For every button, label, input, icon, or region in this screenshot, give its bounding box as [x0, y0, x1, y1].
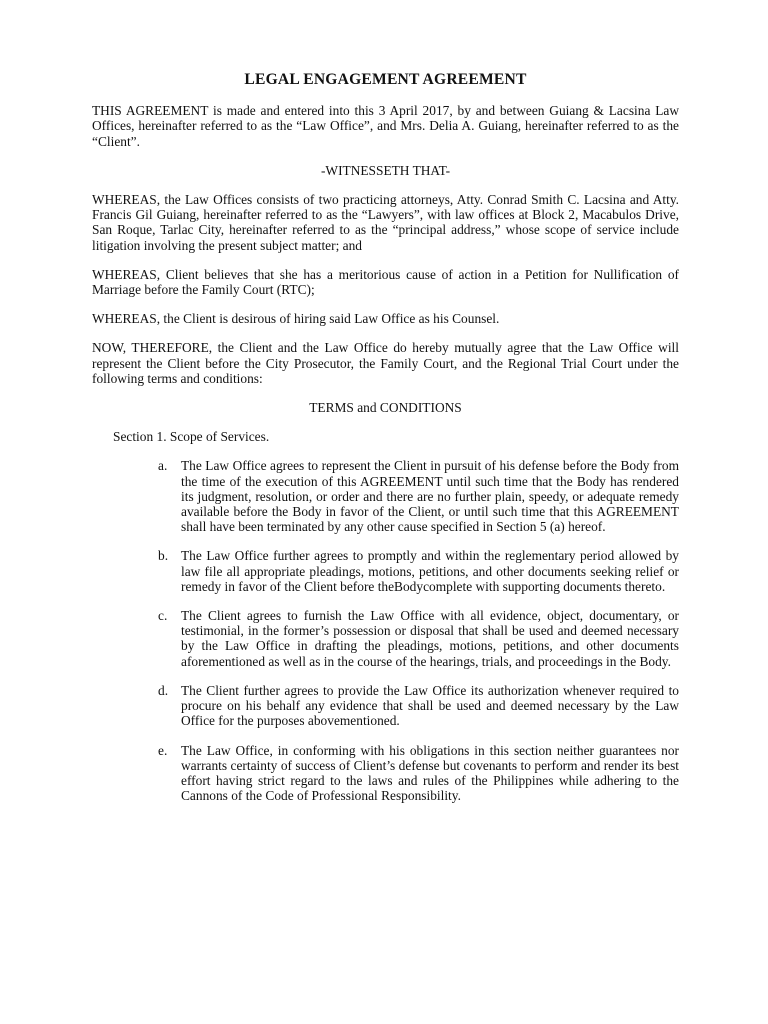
clause-c [92, 608, 679, 669]
clause-marker: a. [158, 458, 168, 474]
clause-text: The Law Office further agrees to promptly and within the reglementary period allowed by law file all appropriate pleadings, motions, petitions, and other documents seeking relief or remedy in favor of the Client before theBodycomplete with supporting documents thereto. [181, 548, 679, 594]
document-page [92, 72, 679, 817]
clause-text: The Client agrees to furnish the Law Office with all evidence, object, documentary, or testimonial, in the former’s possession or disposal that shall be used and deemed necessary by the Law Office in drafting the pleadings, motions, petitions, and other documents aforementioned as well as in the course of the hearings, trials, and proceedings in the Body. [181, 608, 679, 669]
witnesseth-heading: -WITNESSETH THAT- [320, 162, 451, 178]
whereas-paragraph-2: WHEREAS, Client believes that she has a meritorious cause of action in a Petition for Nullification of Marriage before the Family Court (RTC); [92, 266, 679, 298]
section-1-heading: Section 1. Scope of Services. [113, 429, 270, 445]
clause-marker: e. [158, 742, 168, 758]
clause-e [92, 743, 679, 804]
clause-marker: b. [158, 548, 169, 564]
whereas-paragraph-1: WHEREAS, the Law Offices consists of two practicing attorneys, Atty. Conrad Smith C. Lacsina and Atty. Francis Gil Guiang, hereinafter referred to as the “Lawyers”, with law offices at Block 2, Macabulos Drive, San Roque, Tarlac City, hereinafter referred to as the “principal address,” whose scope of service include litigation involving the present subject matter; and [92, 192, 679, 253]
intro-paragraph: THIS AGREEMENT is made and entered into this 3 April 2017, by and between Guiang & Lacsina Law Offices, hereinafter referred to as the “Law Office”, and Mrs. Delia A. Guiang, hereinafter referred to as the “Client”. [92, 103, 679, 149]
document-title: LEGAL ENGAGEMENT AGREEMENT [244, 71, 527, 88]
clause-a [92, 458, 679, 534]
clause-marker: d. [158, 682, 169, 698]
whereas-paragraph-3: WHEREAS, the Client is desirous of hiring said Law Office as his Counsel. [92, 311, 500, 327]
clause-marker: c. [158, 608, 168, 624]
section-1-clause-list [92, 458, 679, 803]
clause-d [92, 683, 679, 729]
terms-heading: TERMS and CONDITIONS [309, 400, 462, 416]
clause-b [92, 548, 679, 594]
clause-text: The Law Office, in conforming with his obligations in this section neither guarantees nor warrants certainty of success of Client’s defense but covenants to perform and render its best effort having strict regard to the laws and rules of the Philippines while adhering to the Cannons of the Code of Professional Responsibility. [181, 742, 679, 804]
clause-text: The Client further agrees to provide the Law Office its authorization whenever required to procure on his behalf any evidence that shall be used and deemed necessary by the Law Office for the purposes abovementioned. [181, 682, 679, 729]
clause-text: The Law Office agrees to represent the Client in pursuit of his defense before the Body from the time of the execution of this AGREEMENT until such time that the Body has rendered its judgment, resolution, or order and there are no further plain, speedy, or adequate remedy available before the Body in favor of the Client, or until such time that this AGREEMENT shall have been terminated by any other cause specified in Section 5 (a) hereof. [181, 458, 679, 535]
now-therefore-paragraph: NOW, THEREFORE, the Client and the Law Office do hereby mutually agree that the Law Office will represent the Client before the City Prosecutor, the Family Court, and the Regional Trial Court under the following terms and conditions: [92, 340, 679, 386]
